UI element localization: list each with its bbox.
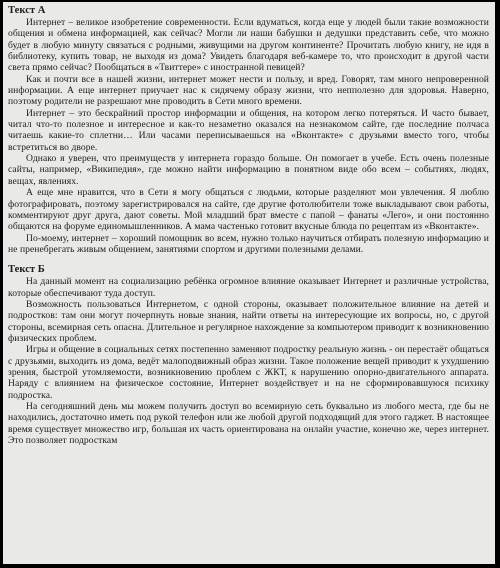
paragraph: Игры и общение в социальных сетях постепенно заменяют подростку реальную жизнь - он перестаёт общаться с друзьями, выходить из дома, ведёт малоподвижный образ жизни. Такое положение вещей приводит к ухудшению зрения, быстрой утомляемости, возникновению проблем с ЖКТ, к нарушению опорно-двигательного аппарата. Наряду с влиянием на физическое состояние, Интернет воздействует и на не сформировавшуюся психику подростка. [8,344,489,401]
text-a-body [8,17,489,255]
paragraph: Интернет – великое изобретение современности. Если вдуматься, когда еще у людей были такие возможности общения и обмена информацией, как сейчас? Могли ли наши бабушки и дедушки представить себе, что можно будет в любую минуту связаться с родными, живущими на другом континенте? Прочитать любую книгу, не идя в библиотеку, купить товар, не выходя из дома? Увидеть благодаря веб-камере то, что происходит в другой части света прямо сейчас? Пообщаться в «Твиттере» с иностранной певицей? [8,17,489,74]
paragraph: Интернет – это бескрайний простор информации и общения, на котором легко потеряться. И часто бывает, читал что-то полезное и интересное и как-то незаметно оказался на незнакомом сайте, где последние полчаса читаешь какие-то сплетни… Или часами переписываешься на «Вконтакте» с друзьями вместо того, чтобы встретиться во дворе. [8,107,489,153]
text-b-heading: Текст Б [8,264,45,276]
paragraph: Однако я уверен, что преимуществ у интернета гораздо больше. Он помогает в учебе. Есть очень полезные сайты, например, «Википедия», где можно найти информацию в понятном виде обо всем – событиях, людях, вещах, явлениях. [8,153,489,187]
text-b-body [8,276,489,446]
text-a-section [8,5,489,255]
paragraph: Как и почти все в нашей жизни, интернет может нести и пользу, и вред. Говорят, там много непроверенной информации. А еще интернет приучает нас к сидячему образу жизни, что непполезно для здоровья. Наверно, поэтому родители не разрешают мне проводить в Сети много времени. [8,73,489,108]
paragraph: По-моему, интернет – хороший помощник во всем, нужно только научиться отбирать полезную информацию и не пренебрегать живым общением, занятиями спортом и другими полезными делами. [8,232,489,255]
paragraph: На сегодняшний день мы можем получить доступ во всемирную сеть буквально из любого места, где бы не находились, достаточно иметь под рукой телефон или же любой другой подходящий для этого гаджет. В настоящее время существует множество игр, большая их часть ориентирована на онлайн участие, конечно же, через интернет. Это позволяет подросткам [8,401,489,447]
document-content [3,2,495,446]
paragraph: Возможность пользоваться Интернетом, с одной стороны, оказывает положительное влияние на детей и подростков: там они могут почерпнуть новые знания, найти ответы на интересующие их вопросы, но, с другой стороны, всемирная сеть опасна. Длительное и регулярное нахождение за компьютером приводит к возникновению физических проблем. [8,298,489,344]
paragraph: А еще мне нравится, что в Сети я могу общаться с людьми, которые разделяют мои увлечения. Я люблю фотографировать, поэтому зарегистрировался на сайте, где другие фотолюбители тоже выкладывают свои работы, комментируют друг друга, дают советы. Мой младший брат вместе с папой – фанаты «Лего», и они постоянно общаются на форуме единомышленников. А мама частенько готовит вкусные блюда по рецептам из «Вконтакте». [8,187,489,233]
text-b-section [8,264,489,446]
paragraph: На данный момент на социализацию ребёнка огромное влияние оказывает Интернет и различные устройства, которые обеспечивают туда доступ. [8,276,489,299]
section-spacer [8,255,489,264]
text-a-heading: Текст А [8,5,46,16]
document-page [3,2,495,564]
